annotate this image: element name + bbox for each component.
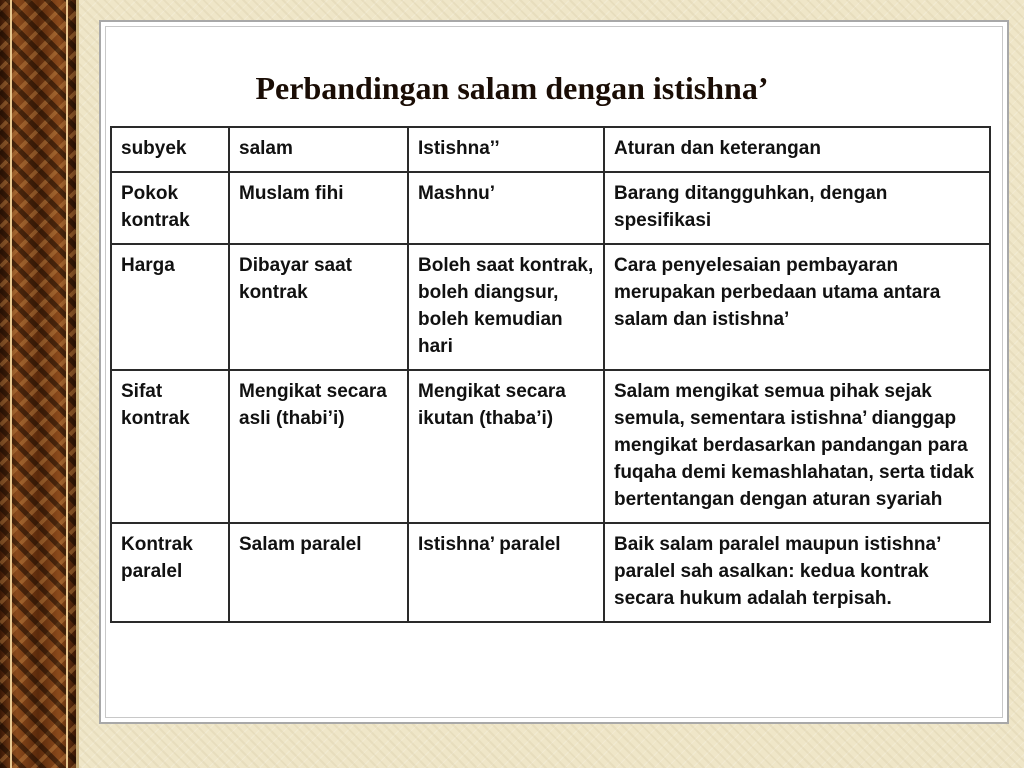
border-strip-line <box>10 0 12 768</box>
table-cell: Mengikat secara ikutan (thaba’i) <box>408 370 604 523</box>
comparison-table <box>110 126 991 623</box>
table-cell: Kontrak paralel <box>111 523 229 622</box>
table-row <box>111 523 990 622</box>
table-row <box>111 370 990 523</box>
border-strip-line <box>66 0 68 768</box>
table-row <box>111 244 990 370</box>
table-cell: Istishna’ paralel <box>408 523 604 622</box>
table-cell: Baik salam paralel maupun istishna’ paralel sah asalkan: kedua kontrak secara hukum adalah terpisah. <box>604 523 990 622</box>
table-cell: Boleh saat kontrak, boleh diangsur, boleh kemudian hari <box>408 244 604 370</box>
slide-title: Perbandingan salam dengan istishna’ <box>255 70 769 106</box>
table-cell: Salam mengikat semua pihak sejak semula, sementara istishna’ dianggap mengikat berdasarkan pandangan para fuqaha demi kemashlahatan, serta tidak bertentangan dengan aturan syariah <box>604 370 990 523</box>
table-row <box>111 172 990 244</box>
header-cell-subyek: subyek <box>111 127 229 172</box>
table-header-row <box>111 127 990 172</box>
table-cell: Mengikat secara asli (thabi’i) <box>229 370 408 523</box>
decorative-border-strip <box>0 0 76 768</box>
table-cell: Dibayar saat kontrak <box>229 244 408 370</box>
table-cell: Sifat kontrak <box>111 370 229 523</box>
table-cell: Salam paralel <box>229 523 408 622</box>
table-cell: Cara penyelesaian pembayaran merupakan perbedaan utama antara salam dan istishna’ <box>604 244 990 370</box>
border-strip-edge <box>76 0 79 768</box>
header-cell-istishna: Istishna’’ <box>408 127 604 172</box>
header-cell-salam: salam <box>229 127 408 172</box>
table-cell: Mashnu’ <box>408 172 604 244</box>
header-cell-aturan: Aturan dan keterangan <box>604 127 990 172</box>
table-cell: Muslam fihi <box>229 172 408 244</box>
table-cell: Harga <box>111 244 229 370</box>
table-cell: Barang ditangguhkan, dengan spesifikasi <box>604 172 990 244</box>
table-cell: Pokok kontrak <box>111 172 229 244</box>
